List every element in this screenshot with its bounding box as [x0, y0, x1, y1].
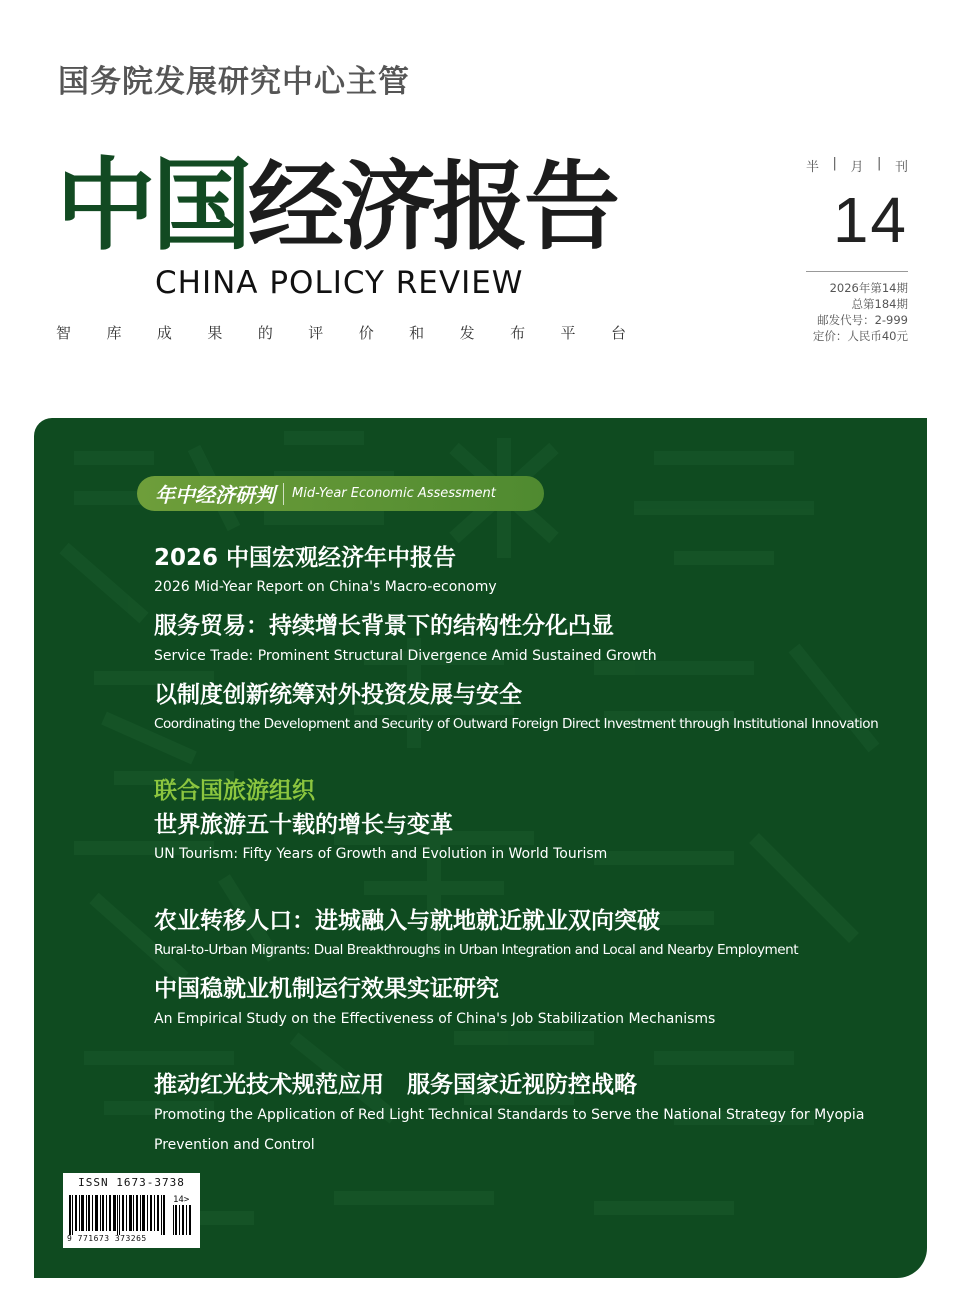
article-title-en-continued: Prevention and Control [154, 1137, 315, 1153]
section-heading: 联合国旅游组织 [154, 778, 315, 804]
frequency-char: 半 [806, 160, 820, 175]
masthead-english: CHINA POLICY REVIEW [155, 265, 524, 301]
divider [806, 271, 908, 272]
barcode-digits: 9 771673 373265 [67, 1234, 147, 1243]
year-issue: 2026年第14期 [829, 281, 908, 295]
price: 定价：人民币40元 [812, 329, 908, 343]
feature-tag [137, 476, 544, 511]
slogan-char: 价 [358, 324, 374, 342]
total-issue: 总第184期 [851, 297, 908, 311]
slogan-char: 和 [409, 324, 425, 342]
masthead-part-economic-report: 经济报告 [248, 151, 616, 263]
slogan-char: 评 [308, 324, 324, 342]
frequency-separator: | [877, 156, 882, 171]
issue-number: 14 [832, 184, 908, 256]
slogan-char: 发 [459, 324, 475, 342]
article-title-en: Coordinating the Development and Security of Outward Foreign Direct Investment through Institutional Innovation [154, 716, 879, 732]
barcode-box [63, 1173, 200, 1248]
slogan-char: 库 [106, 324, 122, 342]
slogan-char: 果 [207, 324, 223, 342]
supervisor-line: 国务院发展研究中心主管 [58, 64, 410, 100]
article-title-cn: 服务贸易：持续增长背景下的结构性分化凸显 [154, 613, 614, 639]
issn-label: ISSN 1673-3738 [78, 1176, 185, 1189]
article-title-cn: 以制度创新统筹对外投资发展与安全 [154, 682, 522, 708]
slogan-char: 平 [560, 324, 576, 342]
masthead-chinese [56, 148, 636, 263]
article-title-cn: 推动红光技术规范应用 服务国家近视防控战略 [154, 1072, 637, 1098]
barcode-addon: 14> [173, 1195, 190, 1205]
article-title-en: UN Tourism: Fifty Years of Growth and Evolution in World Tourism [154, 846, 608, 862]
frequency-label [806, 156, 908, 175]
article-title-cn: 世界旅游五十载的增长与变革 [154, 812, 453, 838]
article-title-en: Promoting the Application of Red Light Technical Standards to Serve the National Strategy for Myopia [154, 1107, 865, 1123]
article-title-en: An Empirical Study on the Effectiveness of China's Job Stabilization Mechanisms [154, 1011, 716, 1027]
article-title-en: Rural-to-Urban Migrants: Dual Breakthroughs in Urban Integration and Local and Nearby Employment [154, 942, 799, 958]
slogan [56, 322, 626, 343]
slogan-char: 的 [257, 324, 273, 342]
article-title-en: Service Trade: Prominent Structural Divergence Amid Sustained Growth [154, 648, 657, 664]
article-title-en: 2026 Mid-Year Report on China's Macro-economy [154, 579, 497, 595]
feature-tag-chinese: 年中经济研判 [155, 483, 275, 507]
frequency-char: 刊 [894, 160, 908, 175]
slogan-char: 台 [610, 324, 626, 342]
article-title-cn: 农业转移人口：进城融入与就地就近就业双向突破 [154, 908, 660, 934]
masthead-part-china: 中国 [56, 147, 248, 264]
feature-tag-english: Mid-Year Economic Assessment [292, 486, 496, 501]
article-title-cn: 2026 中国宏观经济年中报告 [154, 545, 457, 571]
frequency-char: 月 [850, 160, 864, 175]
slogan-char: 智 [56, 324, 72, 342]
slogan-char: 布 [510, 324, 526, 342]
frequency-separator: | [832, 156, 837, 171]
issue-info [806, 156, 908, 344]
feature-tag-separator [283, 483, 284, 505]
postal-code: 邮发代号：2-999 [817, 313, 908, 327]
slogan-char: 成 [156, 324, 172, 342]
article-title-cn: 中国稳就业机制运行效果实证研究 [154, 976, 499, 1002]
